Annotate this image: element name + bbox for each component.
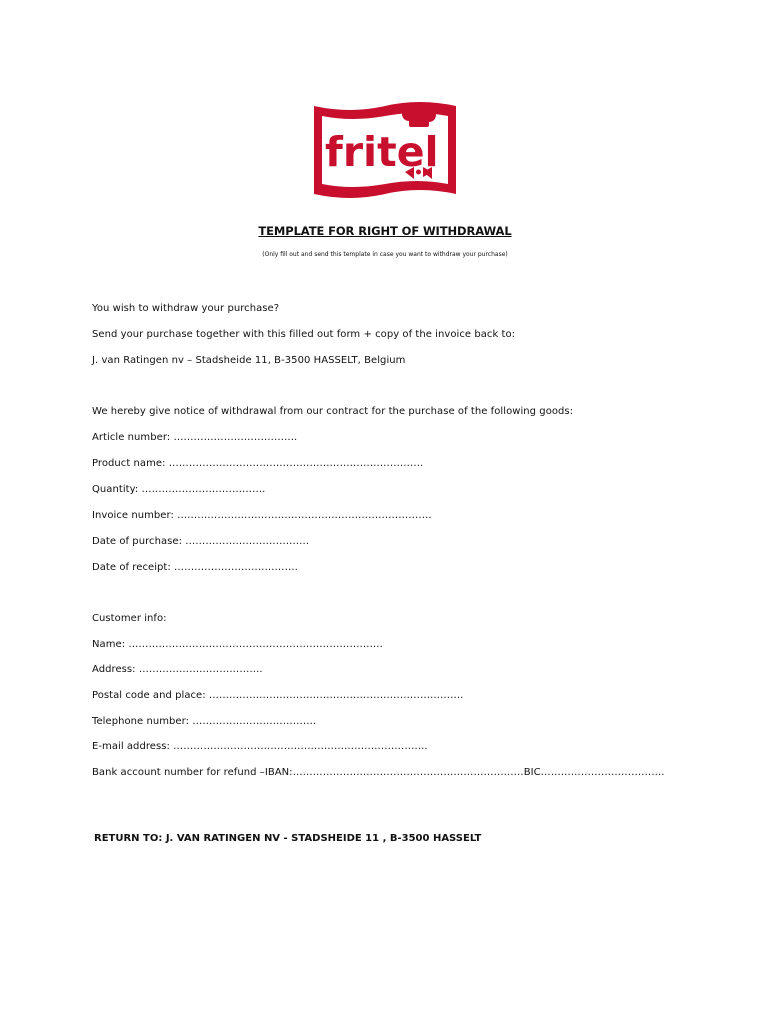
form-subtitle: (Only fill out and send this template in case you want to withdraw your purchase) [262,251,508,258]
field-telephone[interactable]: Telephone number: ………………………………. [92,716,317,727]
return-address: J. van Ratingen nv – Stadsheide 11, B-3500 HASSELT, Belgium [92,355,406,366]
fritel-logo [311,100,459,200]
intro-question: You wish to withdraw your purchase? [92,303,280,314]
field-product-name[interactable]: Product name: …………………………………………………………………. [92,458,424,469]
field-postal-code-place[interactable]: Postal code and place: …………………………………………………………………. [92,690,464,701]
field-name[interactable]: Name: …………………………………………………………………. [92,639,383,650]
logo-wordmark: fritel [325,128,439,176]
field-bank-account[interactable]: Bank account number for refund –IBAN:……………………………………………………………BIC………………………………. [92,767,665,778]
field-quantity[interactable]: Quantity: ………………………………. [92,484,266,495]
field-article-number[interactable]: Article number: ………………………………. [92,432,298,443]
field-invoice-number[interactable]: Invoice number: …………………………………………………………………. [92,510,432,521]
field-email[interactable]: E-mail address: …………………………………………………………………. [92,741,428,752]
withdrawal-notice: We hereby give notice of withdrawal from our contract for the purchase of the following goods: [92,406,574,417]
field-date-of-receipt[interactable]: Date of receipt: ………………………………. [92,562,298,573]
fritel-logo-graphic [311,100,459,200]
form-title: TEMPLATE FOR RIGHT OF WITHDRAWAL [258,224,512,238]
return-to-address: RETURN TO: J. VAN RATINGEN NV - STADSHEIDE 11 , B-3500 HASSELT [94,833,482,844]
field-date-of-purchase[interactable]: Date of purchase: ………………………………. [92,536,310,547]
field-address[interactable]: Address: ………………………………. [92,664,263,675]
intro-instruction: Send your purchase together with this filled out form + copy of the invoice back to: [92,329,516,340]
customer-info-heading: Customer info: [92,613,167,624]
